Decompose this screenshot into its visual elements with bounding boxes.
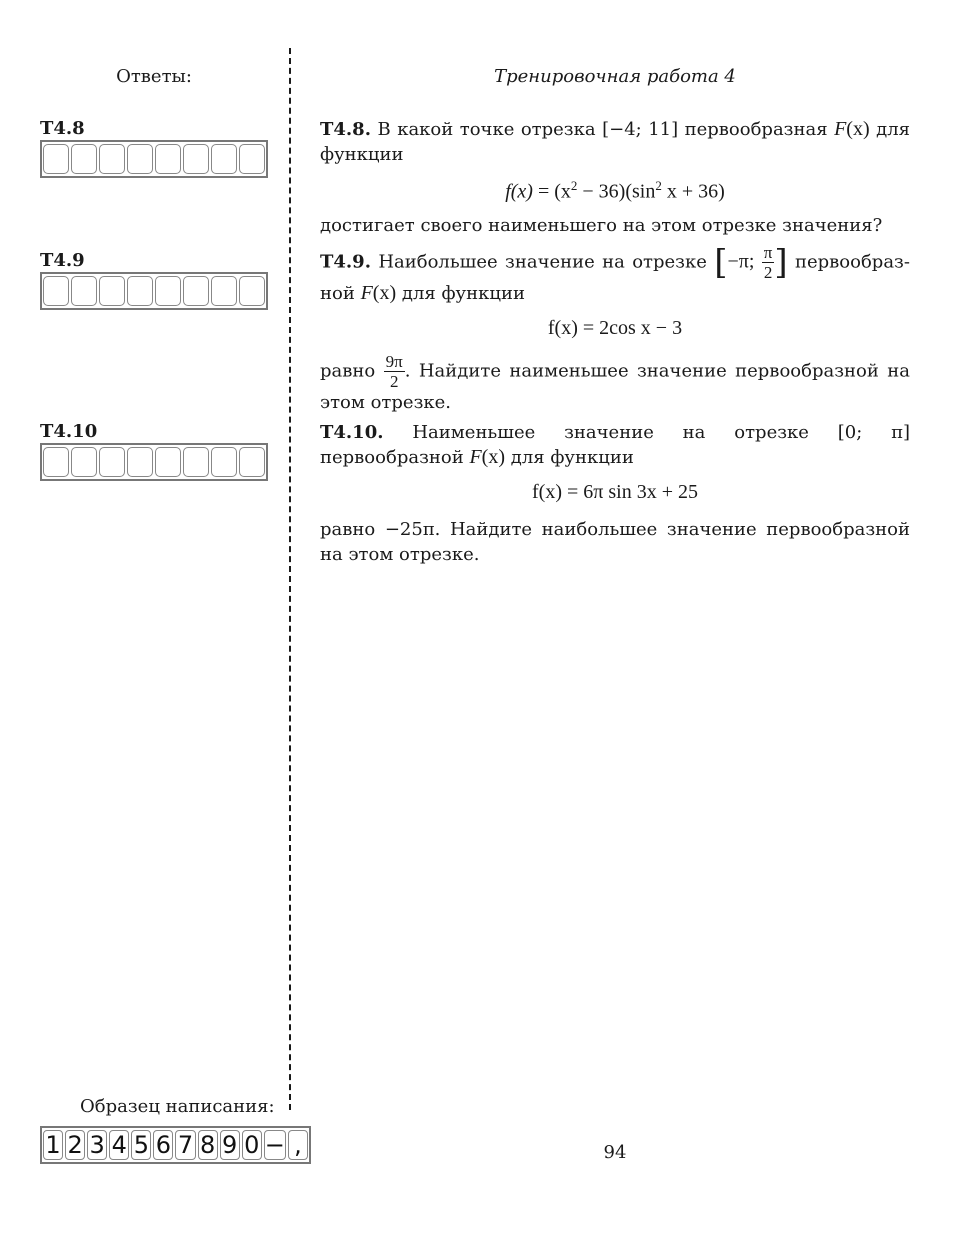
- bracket-left: [: [714, 242, 728, 283]
- sample-char: 7: [175, 1130, 195, 1160]
- answer-cell[interactable]: [43, 144, 69, 174]
- task-text: для функции: [320, 119, 910, 165]
- sample-writing-grid: [40, 1126, 311, 1164]
- task-t4-8: [320, 117, 910, 238]
- sample-char: 0: [242, 1130, 262, 1160]
- answer-cell[interactable]: [43, 447, 69, 477]
- answer-cell[interactable]: [211, 144, 237, 174]
- sample-char: ,: [288, 1130, 308, 1160]
- answer-cell[interactable]: [239, 276, 265, 306]
- answer-label-t4-10: T4.10: [40, 421, 98, 442]
- sample-char: 5: [131, 1130, 151, 1160]
- task-text: для функции: [401, 283, 525, 304]
- page-header-title: Тренировочная работа 4: [494, 66, 736, 87]
- fraction-denominator: 2: [763, 263, 773, 282]
- answer-cell[interactable]: [155, 276, 181, 306]
- dashed-divider: [289, 48, 291, 1110]
- answer-cell[interactable]: [127, 447, 153, 477]
- formula-part: x + 36): [666, 180, 725, 203]
- task-t4-9: [320, 244, 910, 415]
- answers-title: Ответы:: [116, 66, 192, 87]
- task-text: В какой точке отрезка [−4; 11] первообразная: [377, 119, 828, 140]
- sample-char: 1: [43, 1130, 63, 1160]
- fraction-numerator: π: [763, 243, 773, 262]
- answer-cell[interactable]: [239, 144, 265, 174]
- answer-cell[interactable]: [155, 447, 181, 477]
- formula-lhs: f(x): [505, 180, 533, 203]
- answer-grid-t4-8[interactable]: [40, 140, 268, 178]
- math-arg: (x): [846, 118, 870, 140]
- sample-writing-label: Образец написания:: [80, 1096, 275, 1117]
- answer-cell[interactable]: [211, 276, 237, 306]
- task-t4-10-statement: [320, 420, 910, 470]
- answer-cell[interactable]: [183, 144, 209, 174]
- answer-grid-t4-10[interactable]: [40, 443, 268, 481]
- sample-char: 4: [109, 1130, 129, 1160]
- formula-t4-8: [320, 173, 910, 205]
- task-text: Наибольшее значение на отрезке: [378, 251, 707, 273]
- answer-cell[interactable]: [239, 447, 265, 477]
- task-number: T4.9.: [320, 251, 371, 273]
- math-arg: (x): [481, 446, 505, 468]
- answer-label-t4-9: T4.9: [40, 250, 85, 271]
- answer-cell[interactable]: [127, 276, 153, 306]
- page-number: 94: [603, 1142, 627, 1163]
- sample-char: −: [264, 1131, 285, 1159]
- formula-sup: 2: [655, 178, 662, 193]
- answer-cell[interactable]: [99, 447, 125, 477]
- task-text: равно: [320, 360, 376, 382]
- math-F: F: [834, 118, 847, 140]
- math-F: F: [360, 282, 373, 304]
- formula-part: = (x: [532, 180, 571, 203]
- formula-part: − 36)(sin: [577, 180, 656, 203]
- answer-cell[interactable]: [155, 144, 181, 174]
- answer-cell[interactable]: [71, 276, 97, 306]
- answer-cell[interactable]: [43, 276, 69, 306]
- sample-char: 9: [220, 1130, 240, 1160]
- math-F: F: [469, 446, 482, 468]
- task-text: достигает своего наименьшего на этом отрезке значения?: [320, 214, 883, 236]
- formula-sup: 2: [570, 178, 578, 193]
- answer-cell[interactable]: [99, 276, 125, 306]
- task-text: Наименьшее значение на отрезке [0; π] первообразной: [320, 422, 910, 468]
- task-t4-9-question: [320, 353, 910, 415]
- sample-char: 3: [87, 1130, 107, 1160]
- answer-cell[interactable]: [127, 144, 153, 174]
- task-text: равно −25π. Найдите наибольшее значение первообразной на этом отрезке.: [320, 519, 910, 565]
- formula-t4-9: f(x) = 2cos x − 3: [547, 317, 683, 339]
- bracket-right: ]: [774, 242, 788, 283]
- task-text: первообраз-ной: [320, 251, 910, 304]
- task-number: T4.10.: [320, 422, 384, 443]
- sample-char: 8: [198, 1130, 218, 1160]
- task-number: T4.8.: [320, 119, 371, 140]
- task-t4-10: [320, 420, 910, 567]
- sample-char: 2: [65, 1130, 85, 1160]
- fraction-9pi-over-2: [384, 353, 405, 390]
- math-arg: (x): [372, 282, 397, 304]
- interval-left: −π;: [727, 250, 755, 273]
- formula-t4-10: f(x) = 6π sin 3x + 25: [532, 481, 698, 503]
- answer-cell[interactable]: [183, 276, 209, 306]
- answer-cell[interactable]: [71, 447, 97, 477]
- answer-cell[interactable]: [71, 144, 97, 174]
- answer-label-t4-8: T4.8: [40, 118, 85, 139]
- fraction-pi-over-2: [762, 244, 775, 281]
- answer-grid-t4-9[interactable]: [40, 272, 268, 310]
- fraction-denominator: 2: [389, 372, 399, 391]
- task-text: для функции: [510, 447, 634, 468]
- task-t4-8-statement: [320, 117, 910, 167]
- task-text: . Найдите наименьшее значение первообразной на этом отрезке.: [320, 360, 910, 413]
- sample-char: 6: [153, 1130, 173, 1160]
- answer-cell[interactable]: [99, 144, 125, 174]
- fraction-numerator: 9π: [385, 352, 403, 371]
- task-t4-9-statement: [320, 244, 910, 306]
- answer-cell[interactable]: [183, 447, 209, 477]
- answer-cell[interactable]: [211, 447, 237, 477]
